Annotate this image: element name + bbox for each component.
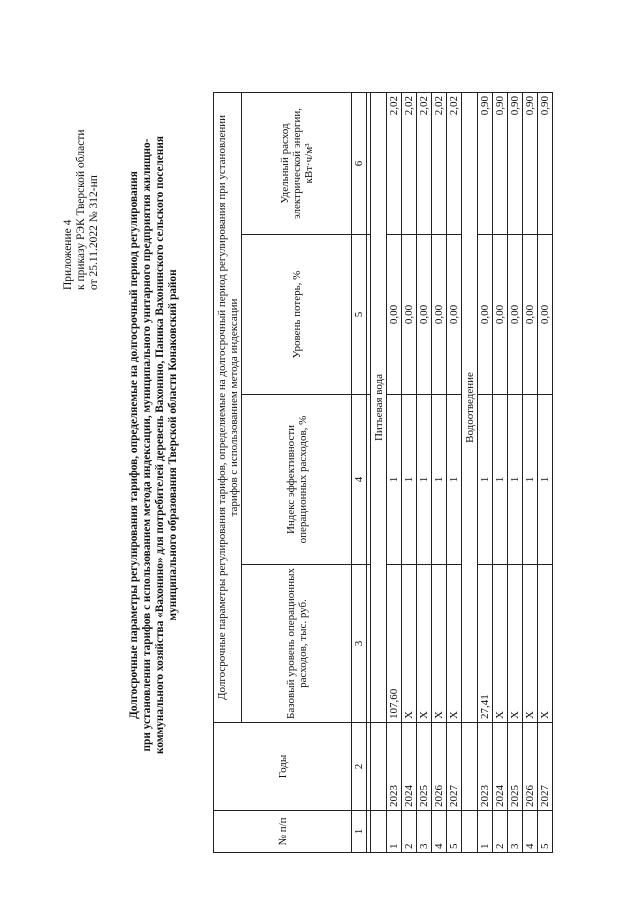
row-number: 3 [417, 811, 432, 853]
row-base-opex: 107,60 [387, 565, 402, 723]
header-group: Долгосрочные параметры регулирования тарифов, определяемые на долгосрочный период регулирования при установлении тарифов с использованием метода индексации [214, 92, 242, 722]
row-number: 1 [478, 811, 493, 853]
row-number: 5 [447, 811, 462, 853]
header-energy-consumption: Удельный расход электрической энергии, кВт·ч/м³ [242, 92, 352, 234]
row-efficiency-index: 1 [538, 395, 553, 565]
row-number: 1 [387, 811, 402, 853]
row-energy: 2,02 [402, 92, 417, 234]
row-efficiency-index: 1 [387, 395, 402, 565]
row-year: 2025 [417, 723, 432, 811]
section-row [371, 92, 387, 852]
row-efficiency-index: 1 [478, 395, 493, 565]
row-base-opex: Х [538, 565, 553, 723]
appendix-date: от 25.11.2022 № 312-нп [88, 175, 100, 290]
table-row [508, 92, 523, 852]
table-row [538, 92, 553, 852]
row-energy: 0,90 [523, 92, 538, 234]
row-base-opex: Х [508, 565, 523, 723]
row-year: 2023 [478, 723, 493, 811]
row-loss-level: 0,00 [417, 235, 432, 395]
row-loss-level: 0,00 [478, 235, 493, 395]
section-title: Водоотведение [462, 92, 478, 722]
row-year: 2024 [493, 723, 508, 811]
title-line: муниципального образования Тверской области Конаковский район [167, 269, 179, 621]
column-index: 5 [352, 235, 367, 395]
row-base-opex: Х [432, 565, 447, 723]
row-number: 5 [538, 811, 553, 853]
column-index: 1 [352, 811, 367, 853]
row-loss-level: 0,00 [493, 235, 508, 395]
row-energy: 2,02 [447, 92, 462, 234]
row-year: 2027 [538, 723, 553, 811]
table-row [402, 92, 417, 852]
row-base-opex: 27,41 [478, 565, 493, 723]
row-efficiency-index: 1 [402, 395, 417, 565]
row-loss-level: 0,00 [402, 235, 417, 395]
column-index: 3 [352, 565, 367, 723]
row-loss-level: 0,00 [447, 235, 462, 395]
document-title [128, 75, 180, 815]
title-line: Долгосрочные параметры регулирования тарифов, определяемые на долгосрочный период регулирования [128, 171, 140, 719]
row-energy: 0,90 [508, 92, 523, 234]
row-base-opex: Х [417, 565, 432, 723]
table-row [432, 92, 447, 852]
row-year: 2024 [402, 723, 417, 811]
row-loss-level: 0,00 [432, 235, 447, 395]
row-number: 2 [493, 811, 508, 853]
row-energy: 0,90 [478, 92, 493, 234]
row-base-opex: Х [447, 565, 462, 723]
row-number: 4 [523, 811, 538, 853]
row-efficiency-index: 1 [523, 395, 538, 565]
title-line: при установлении тарифов с использованием метода индексации, муниципального унитарного предприятия жилищно- [141, 138, 153, 752]
row-efficiency-index: 1 [493, 395, 508, 565]
tariff-parameters-table [213, 92, 553, 853]
header-number: № п/п [214, 811, 352, 853]
row-loss-level: 0,00 [387, 235, 402, 395]
row-efficiency-index: 1 [508, 395, 523, 565]
row-loss-level: 0,00 [508, 235, 523, 395]
row-energy: 2,02 [432, 92, 447, 234]
row-efficiency-index: 1 [432, 395, 447, 565]
column-index-row [352, 92, 367, 852]
section-title: Питьевая вода [371, 92, 387, 722]
row-number: 3 [508, 811, 523, 853]
row-energy: 0,90 [493, 92, 508, 234]
column-index: 4 [352, 395, 367, 565]
table-row [417, 92, 432, 852]
header-base-opex: Базовый уровень операционных расходов, тыс. руб. [242, 565, 352, 723]
row-year: 2026 [432, 723, 447, 811]
row-loss-level: 0,00 [538, 235, 553, 395]
row-loss-level: 0,00 [523, 235, 538, 395]
row-number: 4 [432, 811, 447, 853]
table-row [523, 92, 538, 852]
table-row [387, 92, 402, 852]
row-energy: 2,02 [387, 92, 402, 234]
row-energy: 2,02 [417, 92, 432, 234]
title-line: коммунального хозяйства «Вахонино» для потребителей деревень Вахонино, Паника Вахонинского сельского поселения [154, 136, 166, 754]
row-energy: 0,90 [538, 92, 553, 234]
row-year: 2027 [447, 723, 462, 811]
row-number: 2 [402, 811, 417, 853]
row-year: 2025 [508, 723, 523, 811]
table-row [447, 92, 462, 852]
column-index: 2 [352, 723, 367, 811]
row-efficiency-index: 1 [417, 395, 432, 565]
section-row [462, 92, 478, 852]
header-loss-level: Уровень потерь, % [242, 235, 352, 395]
appendix-order: к приказу РЭК Тверской области [75, 129, 87, 290]
header-efficiency-index: Индекс эффективности операционных расходов, % [242, 395, 352, 565]
row-year: 2023 [387, 723, 402, 811]
appendix-reference [62, 50, 101, 290]
header-years: Годы [214, 723, 352, 811]
column-index: 6 [352, 92, 367, 234]
table-row [493, 92, 508, 852]
row-base-opex: Х [402, 565, 417, 723]
row-base-opex: Х [493, 565, 508, 723]
appendix-title: Приложение 4 [62, 219, 74, 290]
row-base-opex: Х [523, 565, 538, 723]
table-row [478, 92, 493, 852]
row-year: 2026 [523, 723, 538, 811]
row-efficiency-index: 1 [447, 395, 462, 565]
